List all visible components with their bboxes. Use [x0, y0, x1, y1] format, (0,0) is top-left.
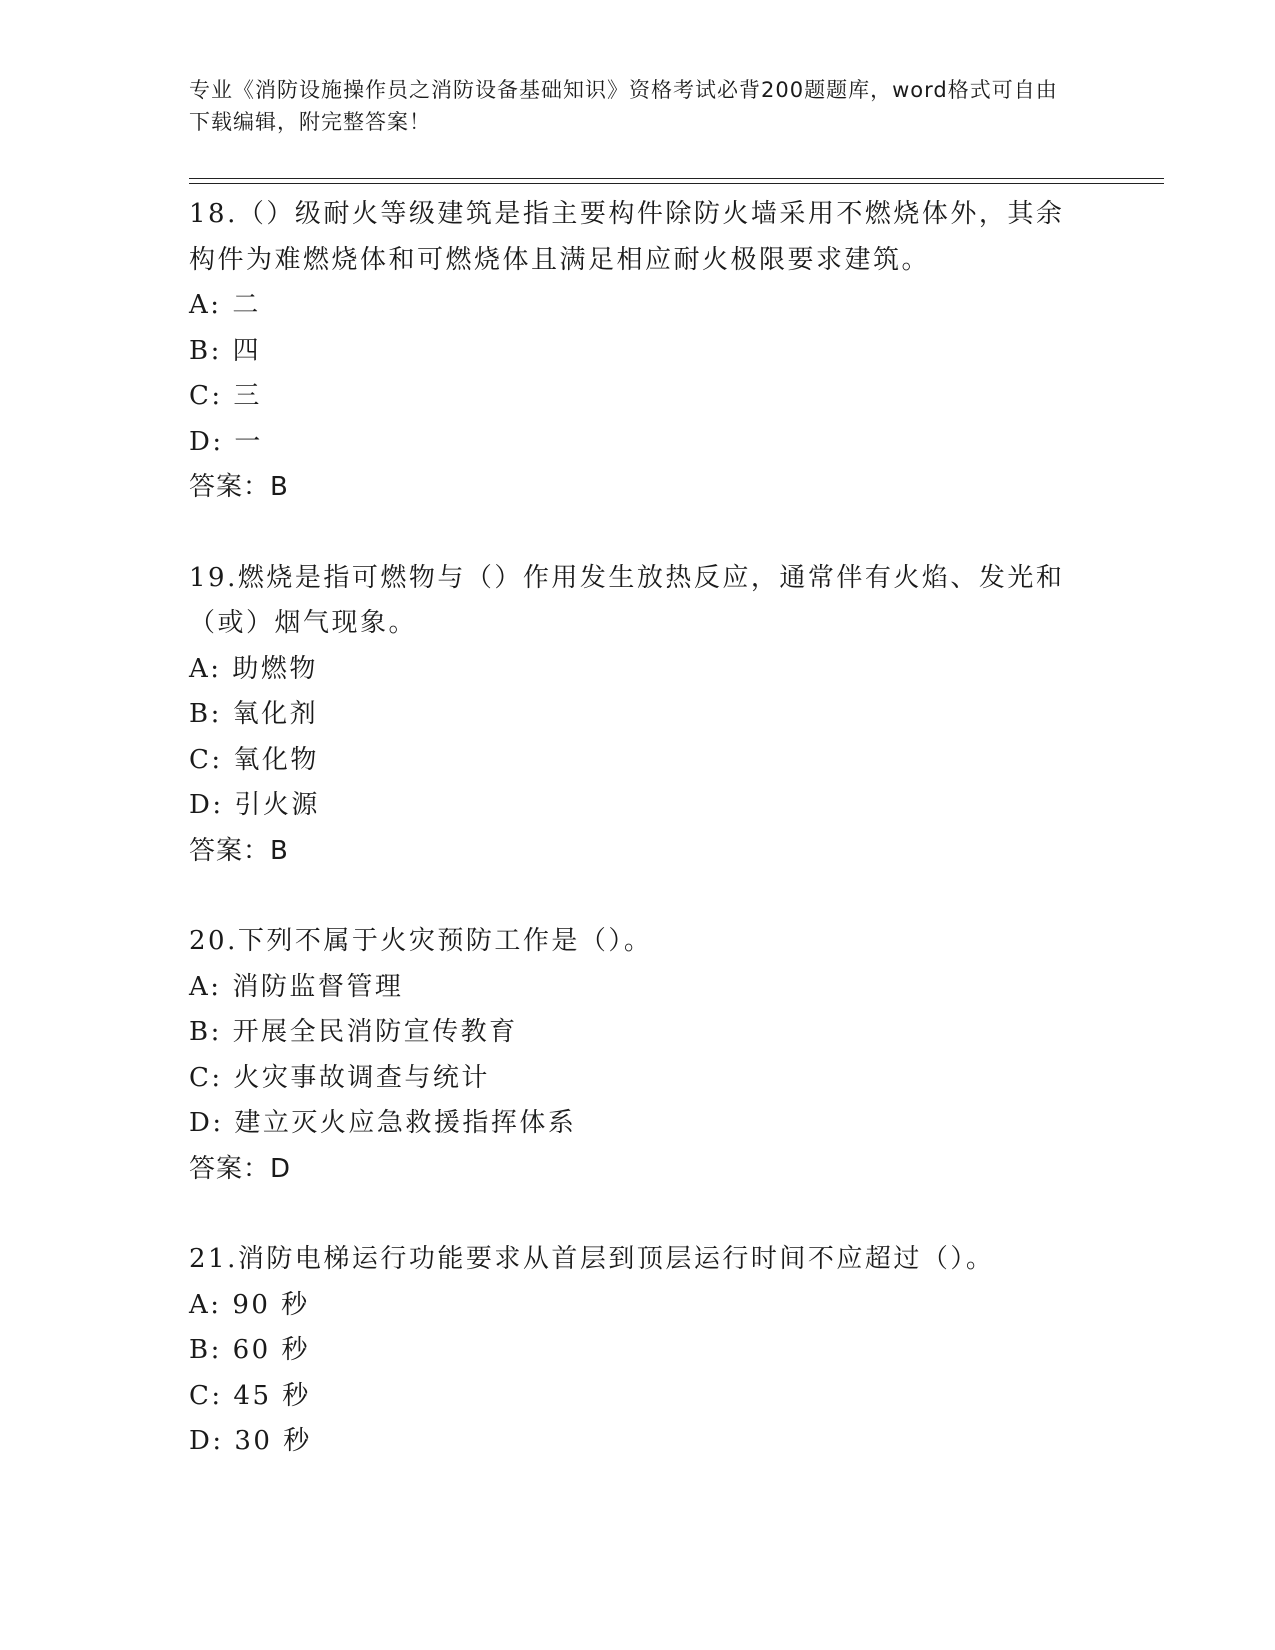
option-text: 90 秒: [232, 1289, 310, 1320]
option-label: C:: [189, 744, 223, 775]
question-21: [189, 1237, 1089, 1465]
question-stem: [189, 1237, 1089, 1283]
option-label: B:: [189, 335, 222, 366]
option-c: [189, 1056, 1089, 1102]
option-label: B:: [189, 1335, 222, 1365]
question-text: 燃烧是指可燃物与（）作用发生放热反应，通常伴有火焰、发光和（或）烟气现象。: [189, 562, 1065, 638]
document-header: 专业《消防设施操作员之消防设备基础知识》资格考试必背200题题库，word格式可自由下载编辑，附完整答案！: [189, 78, 1058, 134]
question-18: [189, 192, 1089, 511]
option-b: [189, 329, 1089, 375]
option-b: [189, 1328, 1089, 1374]
option-a: [189, 1283, 1089, 1329]
option-label: D:: [189, 1426, 224, 1456]
question-stem: [189, 919, 1089, 965]
option-text: 30 秒: [234, 1426, 312, 1456]
header-divider-top: [189, 178, 1164, 179]
option-d: [189, 1419, 1089, 1465]
option-text: 建立灭火应急救援指挥体系: [234, 1108, 577, 1138]
option-text: 火灾事故调查与统计: [233, 1062, 490, 1093]
option-c: [189, 738, 1089, 784]
option-text: 氧化剂: [232, 699, 319, 729]
option-label: A:: [189, 290, 222, 320]
header-divider-bottom: [189, 183, 1164, 184]
option-c: [189, 1374, 1089, 1420]
option-label: B:: [189, 699, 222, 729]
option-label: A:: [189, 653, 222, 684]
option-label: D:: [189, 790, 224, 820]
question-19: [189, 556, 1089, 875]
question-number: 19.: [189, 562, 238, 593]
question-20: [189, 919, 1089, 1192]
option-text: 开展全民消防宣传教育: [232, 1017, 518, 1047]
option-b: [189, 1010, 1089, 1056]
answer-text: 答案：B: [189, 472, 289, 502]
option-a: [189, 647, 1089, 693]
question-list: [189, 192, 1089, 1510]
question-text: 下列不属于火灾预防工作是（）。: [237, 926, 653, 956]
question-text: 消防电梯运行功能要求从首层到顶层运行时间不应超过（）。: [237, 1244, 995, 1274]
option-d: [189, 420, 1089, 466]
option-b: [189, 692, 1089, 738]
option-text: 氧化物: [233, 744, 319, 775]
option-label: C:: [189, 381, 223, 411]
question-stem: [189, 192, 1089, 283]
option-label: A:: [189, 1289, 222, 1320]
option-c: [189, 374, 1089, 420]
answer-text: 答案：D: [189, 1153, 292, 1184]
option-d: [189, 1101, 1089, 1147]
option-a: [189, 965, 1089, 1011]
question-text: （）级耐火等级建筑是指主要构件除防火墙采用不燃烧体外，其余构件为难燃烧体和可燃烧体且满足相应耐火极限要求建筑。: [189, 199, 1065, 275]
option-text: 45 秒: [233, 1380, 311, 1411]
option-label: C:: [189, 1380, 223, 1411]
question-number: 21.: [189, 1244, 238, 1274]
answer-text: 答案：B: [189, 835, 289, 866]
option-text: 三: [233, 381, 262, 411]
option-text: 60 秒: [232, 1335, 310, 1365]
option-d: [189, 783, 1089, 829]
option-label: C:: [189, 1062, 223, 1093]
option-label: B:: [189, 1017, 222, 1047]
question-number: 20.: [189, 926, 238, 956]
option-label: D:: [189, 1108, 224, 1138]
option-text: 消防监督管理: [232, 971, 404, 1002]
question-stem: [189, 556, 1089, 647]
option-a: [189, 283, 1089, 329]
option-text: 二: [232, 290, 261, 320]
option-text: 引火源: [234, 790, 320, 820]
option-label: A:: [189, 971, 222, 1002]
option-text: 助燃物: [232, 653, 318, 684]
option-label: D:: [189, 426, 224, 457]
question-number: 18.: [189, 199, 238, 229]
option-text: 一: [234, 426, 263, 457]
option-text: 四: [232, 335, 262, 366]
